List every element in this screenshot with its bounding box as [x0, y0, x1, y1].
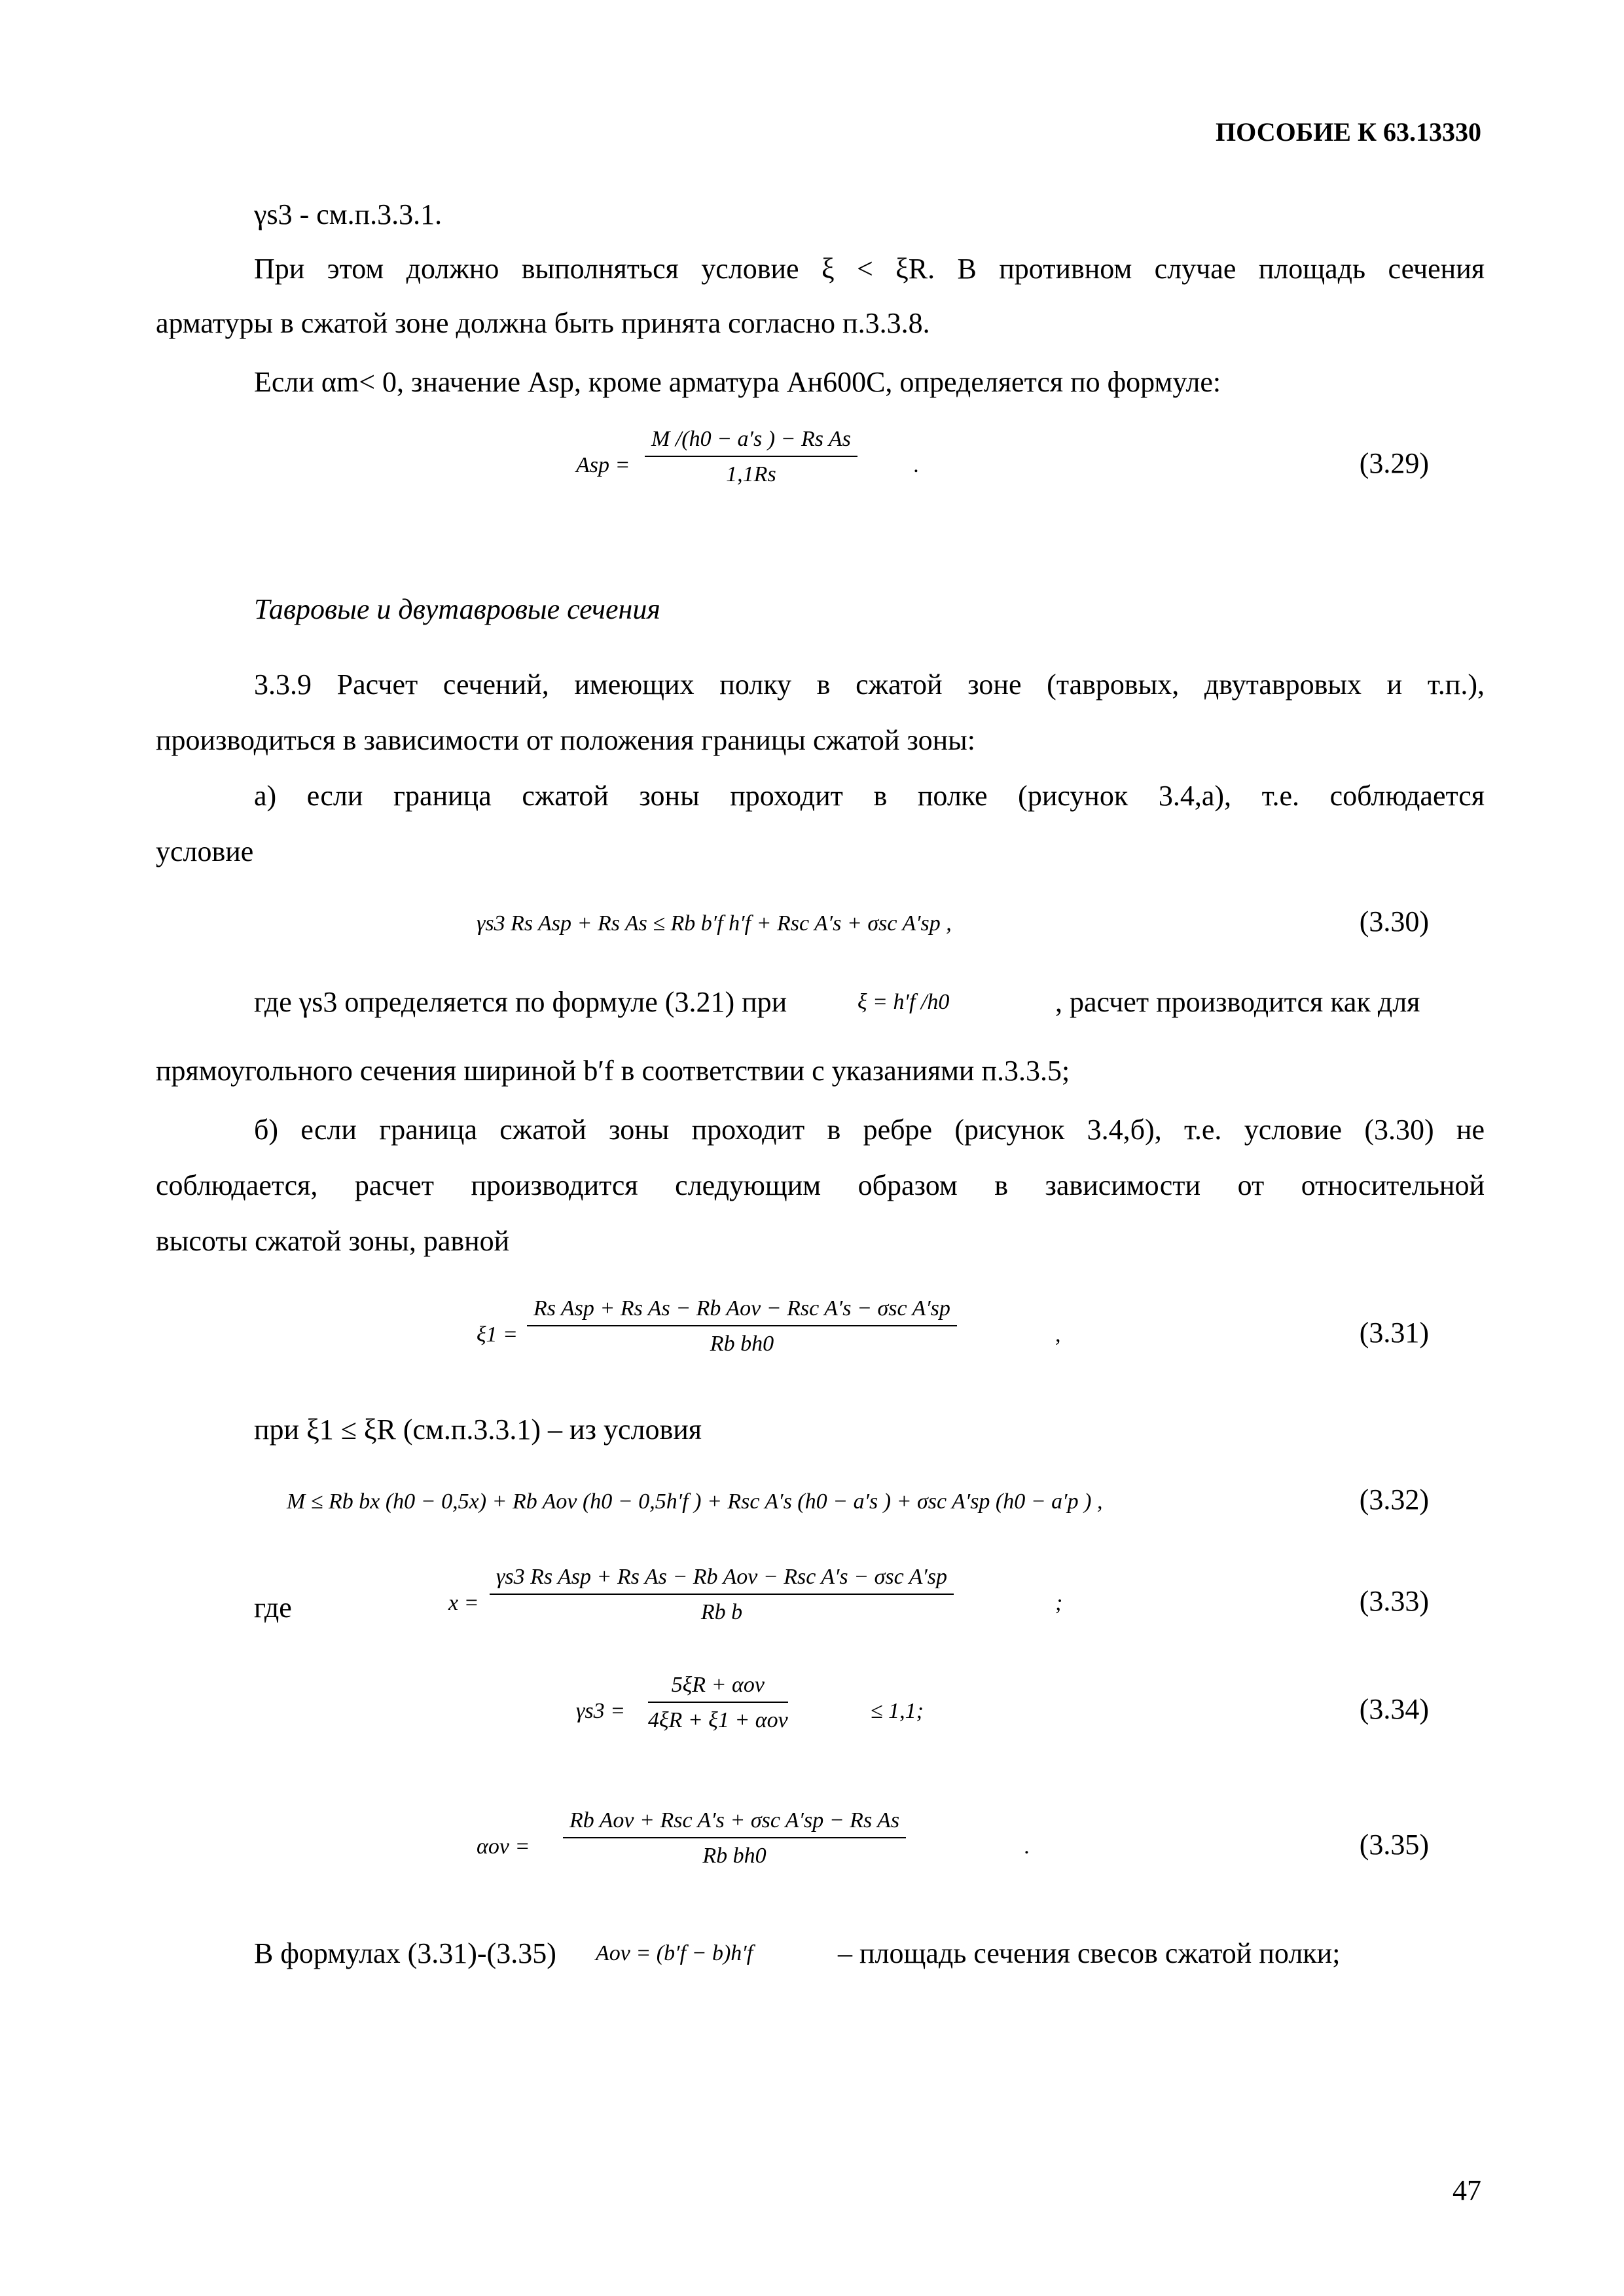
page-header: ПОСОБИЕ К 63.13330 [1216, 117, 1481, 147]
eq-333-fraction [490, 1565, 954, 1625]
text-line: при ξ1 ≤ ξR (см.п.3.3.1) – из условия [254, 1413, 702, 1446]
eq-329-lhs: Asp = [576, 453, 630, 477]
eq-335-lhs: αov = [477, 1834, 530, 1859]
eq-331-denominator: Rb bh0 [710, 1332, 774, 1356]
text-line: где γs3 определяется по формуле (3.21) при [254, 986, 787, 1018]
text-line: – площадь сечения свесов сжатой полки; [838, 1937, 1341, 1969]
text-line: , расчет производится как для [1055, 986, 1420, 1018]
eq-329-denominator: 1,1Rs [726, 462, 776, 486]
text-line: прямоугольного сечения шириной b′f в соответствии с указаниями п.3.3.5; [156, 1055, 1070, 1087]
text-line: производиться в зависимости от положения границы сжатой зоны: [156, 724, 975, 756]
eq-331-numerator: Rs Asp + Rs As − Rb Aov − Rsc A′s − σsc A′sp [533, 1296, 950, 1321]
inline-xi-formula: ξ = h′f /h0 [857, 990, 950, 1014]
paragraph-b [156, 1113, 1485, 1148]
eq-333-numerator: γs3 Rs Asp + Rs As − Rb Aov − Rsc A′s − σsc A′sp [496, 1565, 948, 1589]
paragraph-b2 [156, 1169, 1485, 1203]
text-line: γs3 - см.п.3.3.1. [254, 198, 442, 230]
eq-334-fraction [648, 1673, 788, 1733]
eq-331-fraction [527, 1296, 957, 1357]
eq-331-tail: , [1055, 1322, 1061, 1347]
eq-330-number: (3.30) [1359, 905, 1429, 938]
eq-335-denominator: Rb bh0 [702, 1844, 767, 1868]
eq-334-tail: ≤ 1,1; [871, 1699, 924, 1723]
eq-335-tail: . [1024, 1834, 1030, 1859]
text-line: При этом должно выполняться условие ξ < ξR. В противном случае площадь сечения [254, 253, 1485, 285]
eq-333-tail: ; [1055, 1591, 1063, 1615]
eq-334-denominator: 4ξR + ξ1 + αov [648, 1708, 788, 1732]
eq-330: γs3 Rs Asp + Rs As ≤ Rb b′f h′f + Rsc A′s + σsc A′sp , [477, 911, 952, 936]
eq-335-number: (3.35) [1359, 1829, 1429, 1861]
page-number: 47 [1453, 2174, 1481, 2206]
text-line: 3.3.9 Расчет сечений, имеющих полку в сжатой зоне (тавровых, двутавровых и т.п.), [254, 668, 1485, 701]
eq-329-numerator: M /(h0 − a′s ) − Rs As [651, 427, 851, 451]
eq-332-number: (3.32) [1359, 1484, 1429, 1516]
section-title: Тавровые и двутавровые сечения [254, 593, 660, 625]
eq-331-number: (3.31) [1359, 1317, 1429, 1349]
text-line: условие [156, 835, 254, 867]
eq-335-numerator: Rb Aov + Rsc A′s + σsc A′sp − Rs As [569, 1808, 900, 1832]
text-line: где [254, 1592, 292, 1624]
text-line: соблюдается, расчет производится следующим образом в зависимости от относительной [156, 1169, 1485, 1201]
eq-333-number: (3.33) [1359, 1585, 1429, 1617]
eq-334-numerator: 5ξR + αov [671, 1673, 765, 1697]
text-line: В формулах (3.31)-(3.35) [254, 1937, 556, 1969]
text-line: б) если граница сжатой зоны проходит в ребре (рисунок 3.4,б), т.е. условие (3.30) не [254, 1114, 1485, 1146]
paragraph-a [156, 779, 1485, 814]
text-line: высоты сжатой зоны, равной [156, 1225, 510, 1257]
eq-329-tail: . [914, 453, 920, 477]
text-line: арматуры в сжатой зоне должна быть принята согласно п.3.3.8. [156, 307, 930, 339]
paragraph-condition [156, 252, 1485, 287]
eq-329-number: (3.29) [1359, 447, 1429, 479]
eq-333-lhs: x = [448, 1591, 479, 1615]
eq-332: M ≤ Rb bx (h0 − 0,5x) + Rb Aov (h0 − 0,5h′f ) + Rsc A′s (h0 − a′s ) + σsc A′sp (h0 − a′p ) , [287, 1489, 1103, 1514]
eq-331-lhs: ξ1 = [477, 1322, 518, 1347]
inline-aov-formula: Aov = (b′f − b)h′f [596, 1941, 753, 1965]
eq-335-fraction [563, 1808, 906, 1868]
eq-329-fraction [645, 427, 857, 487]
text-line: а) если граница сжатой зоны проходит в полке (рисунок 3.4,а), т.е. соблюдается [254, 780, 1485, 812]
text-line: Если αm< 0, значение Asp, кроме арматура Ан600С, определяется по формуле: [254, 366, 1221, 398]
eq-333-denominator: Rb b [700, 1600, 743, 1624]
eq-334-lhs: γs3 = [576, 1699, 626, 1723]
eq-334-number: (3.34) [1359, 1693, 1429, 1725]
paragraph-339 [156, 668, 1485, 702]
